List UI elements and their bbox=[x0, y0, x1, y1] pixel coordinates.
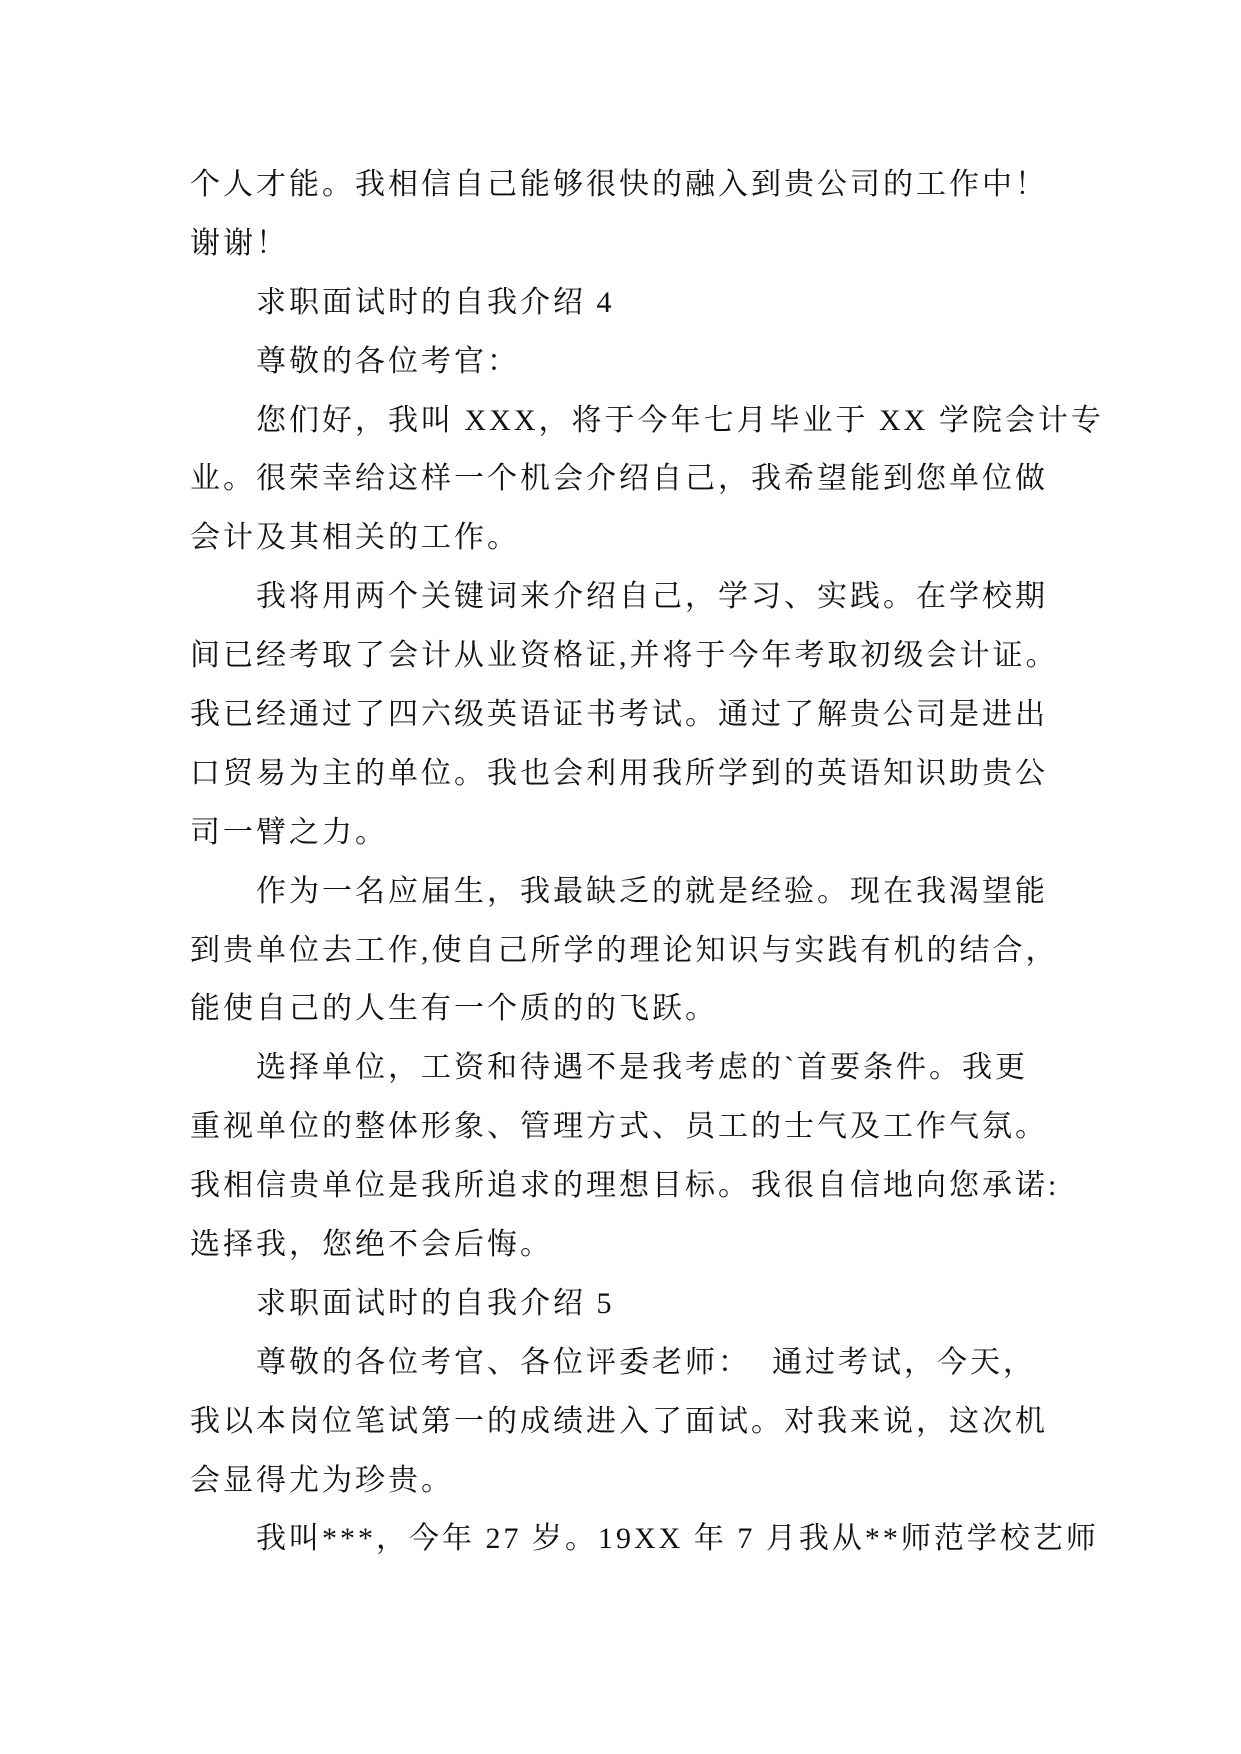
paragraph bbox=[190, 568, 1070, 862]
section-heading: 求职面试时的自我介绍 5 bbox=[256, 1286, 615, 1320]
paragraph-line: 选择单位，工资和待遇不是我考虑的`首要条件。我更 bbox=[256, 1051, 1028, 1085]
paragraph-line: 会显得尤为珍贵。 bbox=[190, 1463, 454, 1497]
paragraph-line: 司一臂之力。 bbox=[190, 815, 388, 849]
paragraph bbox=[190, 392, 1104, 569]
paragraph-line: 业。很荣幸给这样一个机会介绍自己，我希望能到您单位做 bbox=[190, 462, 1048, 496]
paragraph-line: 口贸易为主的单位。我也会利用我所学到的英语知识助贵公 bbox=[190, 756, 1048, 790]
paragraph bbox=[190, 863, 1070, 1040]
paragraph-line: 重视单位的整体形象、管理方式、员工的士气及工作气氛。 bbox=[190, 1110, 1048, 1144]
paragraph-line: 选择我，您绝不会后悔。 bbox=[190, 1228, 553, 1262]
paragraph-line: 我已经通过了四六级英语证书考试。通过了解贵公司是进出 bbox=[190, 698, 1048, 732]
paragraph bbox=[190, 1039, 1070, 1275]
paragraph-line: 我以本岗位笔试第一的成绩进入了面试。对我来说，这次机 bbox=[190, 1404, 1048, 1438]
paragraph-line: 到贵单位去工作,使自己所学的理论知识与实践有机的结合， bbox=[190, 933, 1059, 967]
paragraph-line: 谢谢！ bbox=[190, 226, 289, 260]
paragraph-line: 间已经考取了会计从业资格证,并将于今年考取初级会计证。 bbox=[190, 639, 1059, 673]
paragraph-line: 会计及其相关的工作。 bbox=[190, 521, 520, 555]
document-body bbox=[190, 156, 1104, 1569]
paragraph bbox=[190, 1510, 1099, 1569]
paragraph bbox=[190, 156, 1070, 274]
section-heading: 求职面试时的自我介绍 4 bbox=[256, 285, 615, 319]
paragraph bbox=[190, 1334, 1070, 1511]
paragraph-line: 我叫***，今年 27 岁。19XX 年 7 月我从**师范学校艺师 bbox=[256, 1522, 1099, 1556]
paragraph-line: 能使自己的人生有一个质的的飞跃。 bbox=[190, 992, 718, 1026]
paragraph-line: 我将用两个关键词来介绍自己，学习、实践。在学校期 bbox=[256, 580, 1048, 614]
paragraph-line: 个人才能。我相信自己能够很快的融入到贵公司的工作中！ bbox=[190, 168, 1048, 201]
salutation: 尊敬的各位考官： bbox=[256, 344, 520, 378]
section-heading-block bbox=[190, 1275, 1070, 1334]
paragraph-line: 我相信贵单位是我所追求的理想目标。我很自信地向您承诺: bbox=[190, 1169, 1060, 1203]
paragraph-line: 您们好，我叫 XXX，将于今年七月毕业于 XX 学院会计专 bbox=[256, 403, 1104, 437]
section-heading-block bbox=[190, 274, 1070, 333]
paragraph-line: 尊敬的各位考官、各位评委老师： 通过考试，今天， bbox=[256, 1345, 1036, 1379]
salutation-block bbox=[190, 333, 1070, 392]
paragraph-line: 作为一名应届生，我最缺乏的就是经验。现在我渴望能 bbox=[256, 874, 1048, 908]
